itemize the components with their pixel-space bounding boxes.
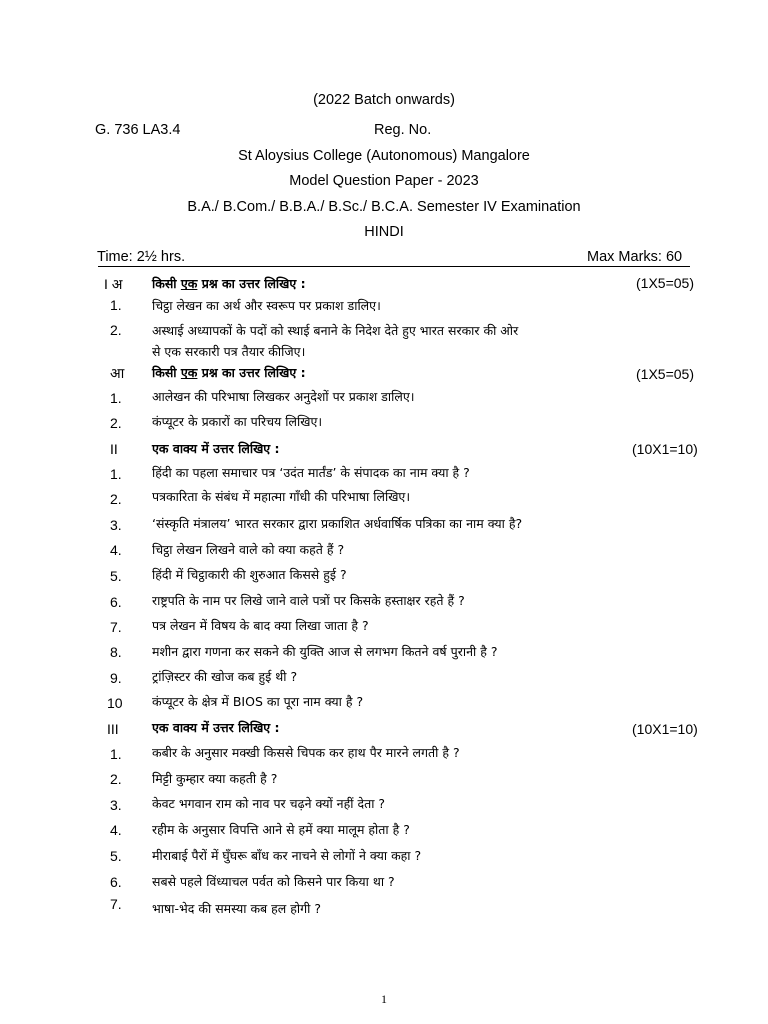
question-text: कबीर के अनुसार मक्खी किससे चिपक कर हाथ पैर मारने लगती है ? [152,745,460,760]
question-number: 2. [110,491,122,507]
question-number: 3. [110,797,122,813]
question-number: 2. [110,322,122,338]
question-text: सबसे पहले विंध्याचल पर्वत को किसने पार किया था ? [152,874,395,889]
question-text-continued: से एक सरकारी पत्र तैयार कीजिए। [152,344,306,359]
question-text: मीराबाई पैरों में घुँघरू बाँध कर नाचने से लोगों ने क्या कहा ? [152,848,422,863]
section-title: किसी एक प्रश्न का उत्तर लिखिए : [152,276,306,291]
question-number: 4. [110,542,122,558]
question-text: आलेखन की परिभाषा लिखकर अनुदेशों पर प्रकाश डालिए। [152,389,415,404]
page-number: 1 [381,992,387,1006]
question-text: ट्रांज़िस्टर की खोज कब हुई थी ? [152,669,298,684]
question-number: 2. [110,771,122,787]
batch-line: (2022 Batch onwards) [313,92,455,108]
section-label: III [107,721,119,737]
question-number: 1. [110,390,122,406]
question-text: भाषा-भेद की समस्या कब हल होगी ? [152,901,322,916]
time-label: Time: 2½ hrs. [97,249,186,265]
question-text: राष्ट्रपति के नाम पर लिखे जाने वाले पत्रों पर किसके हस्ताक्षर रहते हैं ? [152,593,465,608]
question-text: ‘संस्कृति मंत्रालय’ भारत सरकार द्वारा प्रकाशित अर्धवार्षिक पत्रिका का नाम क्या है? [152,516,523,531]
section-label: आ [110,365,125,381]
question-number: 3. [110,517,122,533]
question-text: हिंदी का पहला समाचार पत्र ‘उदंत मार्तंड’ के संपादक का नाम क्या है ? [152,465,470,480]
question-number: 1. [110,297,122,313]
question-text: पत्रकारिता के संबंध में महात्मा गाँधी की परिभाषा लिखिए। [152,489,411,504]
college-name: St Aloysius College (Autonomous) Mangalore [238,148,530,164]
question-number: 9. [110,670,122,686]
question-number: 6. [110,874,122,890]
section-title: एक वाक्य में उत्तर लिखिए : [152,720,280,735]
section-label: II [110,441,118,457]
paper-code: G. 736 LA3.4 [95,122,181,138]
question-number: 4. [110,822,122,838]
question-text: रहीम के अनुसार विपत्ति आने से हमें क्या मालूम होता है ? [152,822,410,837]
question-text: पत्र लेखन में विषय के बाद क्या लिखा जाता है ? [152,618,369,633]
subject-title: HINDI [364,224,404,240]
reg-no-label: Reg. No. [374,122,432,138]
question-number: 7. [110,619,122,635]
question-number: 10 [107,695,123,711]
question-number: 7. [110,896,122,912]
question-text: मशीन द्वारा गणना कर सकने की युक्ति आज से लगभग कितने वर्ष पुरानी है ? [152,644,498,659]
question-text: कंप्यूटर के प्रकारों का परिचय लिखिए। [152,414,323,429]
question-text: मिट्टी कुम्हार क्या कहती है ? [152,771,278,786]
question-number: 2. [110,415,122,431]
section-title: किसी एक प्रश्न का उत्तर लिखिए : [152,365,306,380]
exam-title: B.A./ B.Com./ B.B.A./ B.Sc./ B.C.A. Semester IV Examination [187,199,581,215]
section-marks: (10X1=10) [632,441,698,457]
question-text: केवट भगवान राम को नाव पर चढ़ने क्यों नहीं देता ? [152,796,386,811]
question-text: हिंदी में चिट्ठाकारी की शुरुआत किससे हुई ? [152,567,347,582]
question-number: 5. [110,848,122,864]
section-label: I अ [104,276,123,292]
question-text: कंप्यूटर के क्षेत्र में BIOS का पूरा नाम क्या है ? [152,694,364,709]
question-number: 1. [110,466,122,482]
section-marks: (1X5=05) [636,366,694,382]
section-marks: (10X1=10) [632,721,698,737]
question-number: 6. [110,594,122,610]
question-number: 5. [110,568,122,584]
question-number: 8. [110,644,122,660]
header-rule [98,266,690,267]
question-text: अस्थाई अध्यापकों के पदों को स्थाई बनाने के निदेश देते हुए भारत सरकार की ओर [152,323,519,338]
section-title: एक वाक्य में उत्तर लिखिए : [152,441,280,456]
question-number: 1. [110,746,122,762]
max-marks-label: Max Marks: 60 [587,249,683,265]
paper-title: Model Question Paper - 2023 [289,173,479,189]
question-text: चिट्ठा लेखन का अर्थ और स्वरूप पर प्रकाश डालिए। [152,298,381,313]
section-marks: (1X5=05) [636,275,694,291]
question-text: चिट्ठा लेखन लिखने वाले को क्या कहते हैं ? [152,542,345,557]
